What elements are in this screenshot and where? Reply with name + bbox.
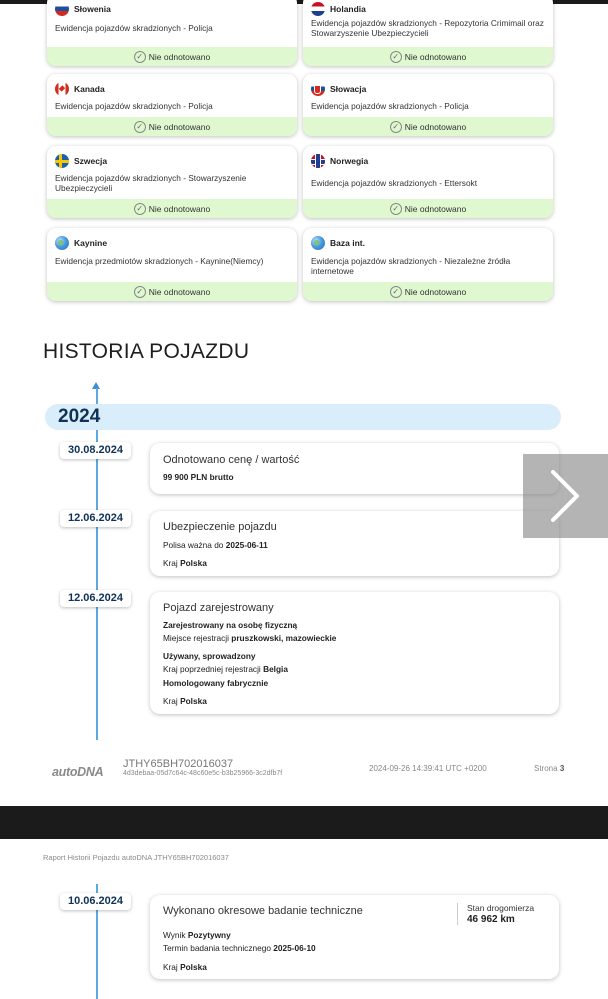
card-country: Słowacja	[330, 84, 367, 94]
globe-icon	[311, 236, 325, 250]
norway-flag-icon	[311, 154, 325, 168]
card-status	[303, 199, 553, 218]
slovakia-flag-icon	[311, 82, 325, 96]
card-description: Ewidencja pojazdów skradzionych - Ettersokt	[311, 178, 478, 188]
event-date: 10.06.2024	[60, 893, 131, 910]
event-line: Miejsce rejestracji pruszkowski, mazowieckie	[163, 633, 337, 643]
status-text: Nie odnotowano	[148, 121, 211, 132]
footer-timestamp: 2024-09-26 14:39:41 UTC +0200	[369, 764, 487, 773]
status-text: Nie odnotowano	[148, 286, 211, 297]
divider	[457, 903, 458, 925]
card-country: Baza int.	[330, 238, 365, 248]
card-country: Kanada	[74, 84, 105, 94]
event-date: 12.06.2024	[60, 590, 131, 607]
canada-flag-icon	[55, 82, 69, 96]
globe-icon	[55, 236, 69, 250]
card-description: Ewidencja przedmiotów skradzionych - Kaynine(Niemcy)	[55, 256, 264, 266]
check-icon: ✓	[134, 51, 146, 63]
footer-page: Strona 3	[534, 764, 565, 773]
status-text: Nie odnotowano	[404, 121, 467, 132]
event-line: Zarejestrowany na osobę fizyczną	[163, 620, 298, 630]
registry-card-kaynine	[47, 228, 297, 301]
event-line: Kraj Polska	[163, 962, 207, 972]
event-card-insurance	[150, 511, 559, 576]
card-country: Holandia	[330, 4, 366, 14]
check-icon: ✓	[390, 121, 402, 133]
registry-card-slovenia	[47, 0, 297, 66]
slovenia-flag-icon	[55, 2, 69, 16]
card-description: Ewidencja pojazdów skradzionych - Niezależne źródła internetowe	[311, 256, 511, 276]
card-status	[303, 282, 553, 301]
event-title: Odnotowano cenę / wartość	[163, 454, 300, 466]
report-header: Raport Historii Pojazdu autoDNA JTHY65BH702016037	[43, 853, 229, 862]
check-icon: ✓	[390, 51, 402, 63]
section-title: HISTORIA POJAZDU	[43, 340, 250, 363]
event-line: Kraj Polska	[163, 558, 207, 568]
card-status	[47, 199, 297, 218]
year-bar	[45, 404, 561, 430]
card-status	[47, 47, 297, 66]
event-line: Kraj Polska	[163, 696, 207, 706]
registry-card-sweden	[47, 146, 297, 218]
event-card-inspection	[150, 895, 559, 979]
card-status	[47, 117, 297, 136]
netherlands-flag-icon	[311, 2, 325, 16]
event-line: 99 900 PLN brutto	[163, 472, 234, 482]
card-country: Kaynine	[74, 238, 108, 248]
event-title: Ubezpieczenie pojazdu	[163, 521, 277, 533]
card-country: Norwegia	[330, 156, 369, 166]
check-icon: ✓	[134, 121, 146, 133]
registry-card-norway	[303, 146, 553, 218]
registry-card-slovakia	[303, 74, 553, 136]
card-description: Ewidencja pojazdów skradzionych - Stowarzyszenie Ubezpieczycieli	[55, 173, 247, 193]
status-text: Nie odnotowano	[148, 203, 211, 214]
event-card-price	[150, 443, 559, 494]
event-line: Kraj poprzedniej rejestracji Belgia	[163, 664, 288, 674]
odometer-label: Stan drogomierza	[467, 903, 535, 913]
card-country: Słowenia	[74, 4, 111, 14]
card-description: Ewidencja pojazdów skradzionych - Policja	[55, 23, 213, 33]
card-description: Ewidencja pojazdów skradzionych - Policja	[311, 101, 469, 111]
check-icon: ✓	[390, 203, 402, 215]
footer-vin: JTHY65BH702016037	[123, 758, 234, 770]
next-image-button[interactable]	[523, 454, 608, 538]
page-separator	[0, 806, 608, 839]
event-title: Wykonano okresowe badanie techniczne	[163, 905, 363, 917]
card-country: Szwecja	[74, 156, 108, 166]
status-text: Nie odnotowano	[404, 286, 467, 297]
check-icon: ✓	[134, 203, 146, 215]
card-description: Ewidencja pojazdów skradzionych - Policja	[55, 101, 213, 111]
year-label: 2024	[58, 406, 101, 427]
chevron-right-icon	[548, 468, 582, 524]
timeline-line	[96, 388, 98, 740]
event-line: Wynik Pozytywny	[163, 930, 231, 940]
event-card-registration	[150, 592, 559, 714]
autodna-logo: autoDNA	[52, 765, 104, 779]
status-text: Nie odnotowano	[404, 203, 467, 214]
event-line: Używany, sprowadzony	[163, 651, 256, 661]
card-status	[303, 117, 553, 136]
event-line: Termin badania technicznego 2025-06-10	[163, 943, 316, 953]
registry-card-canada	[47, 74, 297, 136]
event-line: Homologowany fabrycznie	[163, 678, 269, 688]
sweden-flag-icon	[55, 154, 69, 168]
event-line: Polisa ważna do 2025-06-11	[163, 540, 268, 550]
check-icon: ✓	[390, 286, 402, 298]
registry-card-netherlands	[303, 0, 553, 66]
card-description: Ewidencja pojazdów skradzionych - Repozytoria Crimimail oraz Stowarzyszenie Ubezpieczycieli	[311, 18, 544, 38]
check-icon: ✓	[134, 286, 146, 298]
event-date: 30.08.2024	[60, 442, 131, 459]
footer-hash: 4d3debaa-05d7c64c-48c60e5c-b3b25966-3c2dfb7f	[123, 770, 283, 777]
odometer-value: 46 962 km	[467, 914, 515, 925]
card-status	[303, 47, 553, 66]
status-text: Nie odnotowano	[148, 51, 211, 62]
event-title: Pojazd zarejestrowany	[163, 602, 274, 614]
status-text: Nie odnotowano	[404, 51, 467, 62]
page-footer	[0, 755, 608, 785]
event-date: 12.06.2024	[60, 510, 131, 527]
card-status	[47, 282, 297, 301]
registry-card-internet	[303, 228, 553, 301]
